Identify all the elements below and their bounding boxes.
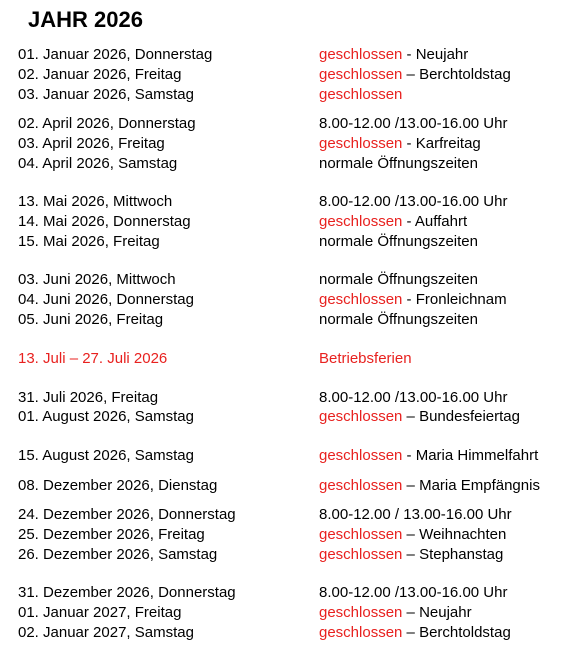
note-label: 8.00-12.00 /13.00-16.00 Uhr <box>319 193 508 210</box>
note-label: normale Öffnungszeiten <box>319 311 478 328</box>
info-cell <box>319 525 506 545</box>
date-label: 03. Juni 2026, Mittwoch <box>18 271 176 288</box>
schedule-row <box>0 349 570 369</box>
info-cell <box>319 505 512 525</box>
date-label: 13. Juli – 27. Juli 2026 <box>18 350 168 367</box>
schedule-row <box>0 232 570 252</box>
schedule-row <box>0 388 570 408</box>
info-cell <box>319 583 507 603</box>
date-label: 24. Dezember 2026, Donnerstag <box>18 506 236 523</box>
status-label: geschlossen <box>319 66 403 83</box>
note-label: – Berchtoldstag <box>402 66 511 83</box>
info-cell <box>319 134 481 154</box>
schedule-row <box>0 134 570 154</box>
info-cell <box>319 232 478 252</box>
date-label: 13. Mai 2026, Mittwoch <box>18 193 173 210</box>
schedule-row <box>0 407 570 427</box>
info-cell <box>319 85 402 105</box>
note-label: – Neujahr <box>402 604 472 621</box>
note-label: – Weihnachten <box>402 526 507 543</box>
info-cell <box>319 446 538 466</box>
schedule-row <box>0 476 570 496</box>
info-cell <box>319 290 507 310</box>
date-label: 03. April 2026, Freitag <box>18 135 165 152</box>
schedule-row <box>0 212 570 232</box>
status-label: geschlossen <box>319 447 403 464</box>
date-label: 01. Januar 2027, Freitag <box>18 604 182 621</box>
info-cell <box>319 45 468 65</box>
date-label: 31. Juli 2026, Freitag <box>18 389 159 406</box>
schedule-row <box>0 290 570 310</box>
info-cell <box>319 476 540 496</box>
date-label: 04. Juni 2026, Donnerstag <box>18 291 194 308</box>
schedule-row <box>0 583 570 603</box>
note-label: – Maria Empfängnis <box>402 477 540 494</box>
date-label: 15. Mai 2026, Freitag <box>18 233 160 250</box>
status-label: geschlossen <box>319 46 403 63</box>
note-label: normale Öffnungszeiten <box>319 271 478 288</box>
note-label: - Karfreitag <box>402 135 481 152</box>
status-label: geschlossen <box>319 213 403 230</box>
date-label: 01. Januar 2026, Donnerstag <box>18 46 213 63</box>
date-label: 02. April 2026, Donnerstag <box>18 115 196 132</box>
schedule-row <box>0 623 570 643</box>
info-cell <box>319 310 478 330</box>
note-label: normale Öffnungszeiten <box>319 233 478 250</box>
date-label: 05. Juni 2026, Freitag <box>18 311 164 328</box>
date-label: 03. Januar 2026, Samstag <box>18 86 194 103</box>
info-cell <box>319 349 412 369</box>
schedule-row <box>0 65 570 85</box>
status-label: geschlossen <box>319 86 403 103</box>
date-label: 25. Dezember 2026, Freitag <box>18 526 205 543</box>
note-label: 8.00-12.00 /13.00-16.00 Uhr <box>319 584 508 601</box>
note-label: 8.00-12.00 /13.00-16.00 Uhr <box>319 115 508 132</box>
note-label: normale Öffnungszeiten <box>319 155 478 172</box>
status-label: geschlossen <box>319 624 403 641</box>
info-cell <box>319 114 507 134</box>
note-label: - Neujahr <box>402 46 469 63</box>
info-cell <box>319 388 507 408</box>
note-label: 8.00-12.00 / 13.00-16.00 Uhr <box>319 506 512 523</box>
status-label: geschlossen <box>319 477 403 494</box>
note-label: - Auffahrt <box>402 213 468 230</box>
page-title: JAHR 2026 <box>28 7 143 32</box>
schedule-row <box>0 505 570 525</box>
date-label: 01. August 2026, Samstag <box>18 408 194 425</box>
info-cell <box>319 270 478 290</box>
schedule-row <box>0 192 570 212</box>
schedule-row <box>0 446 570 466</box>
note-label: 8.00-12.00 /13.00-16.00 Uhr <box>319 389 508 406</box>
note-label: - Maria Himmelfahrt <box>402 447 539 464</box>
info-cell <box>319 154 478 174</box>
date-label: 31. Dezember 2026, Donnerstag <box>18 584 236 601</box>
date-label: 15. August 2026, Samstag <box>18 447 194 464</box>
schedule-row <box>0 154 570 174</box>
info-cell <box>319 603 472 623</box>
info-cell <box>319 623 511 643</box>
date-label: 02. Januar 2026, Freitag <box>18 66 182 83</box>
status-label: Betriebsferien <box>319 350 412 367</box>
info-cell <box>319 545 503 565</box>
date-label: 26. Dezember 2026, Samstag <box>18 546 218 563</box>
info-cell <box>319 192 507 212</box>
note-label: - Fronleichnam <box>402 291 507 308</box>
note-label: – Berchtoldstag <box>402 624 511 641</box>
date-label: 14. Mai 2026, Donnerstag <box>18 213 191 230</box>
info-cell <box>319 212 467 232</box>
note-label: – Stephanstag <box>402 546 504 563</box>
status-label: geschlossen <box>319 604 403 621</box>
schedule-row <box>0 603 570 623</box>
status-label: geschlossen <box>319 546 403 563</box>
info-cell <box>319 65 511 85</box>
schedule-row <box>0 85 570 105</box>
schedule-row <box>0 45 570 65</box>
status-label: geschlossen <box>319 291 403 308</box>
date-label: 08. Dezember 2026, Dienstag <box>18 477 218 494</box>
schedule-row <box>0 545 570 565</box>
status-label: geschlossen <box>319 408 403 425</box>
schedule-row <box>0 270 570 290</box>
info-cell <box>319 407 520 427</box>
schedule-row <box>0 310 570 330</box>
schedule-row <box>0 114 570 134</box>
status-label: geschlossen <box>319 526 403 543</box>
status-label: geschlossen <box>319 135 403 152</box>
date-label: 02. Januar 2027, Samstag <box>18 624 194 641</box>
date-label: 04. April 2026, Samstag <box>18 155 178 172</box>
note-label: – Bundesfeiertag <box>402 408 520 425</box>
schedule-row <box>0 525 570 545</box>
